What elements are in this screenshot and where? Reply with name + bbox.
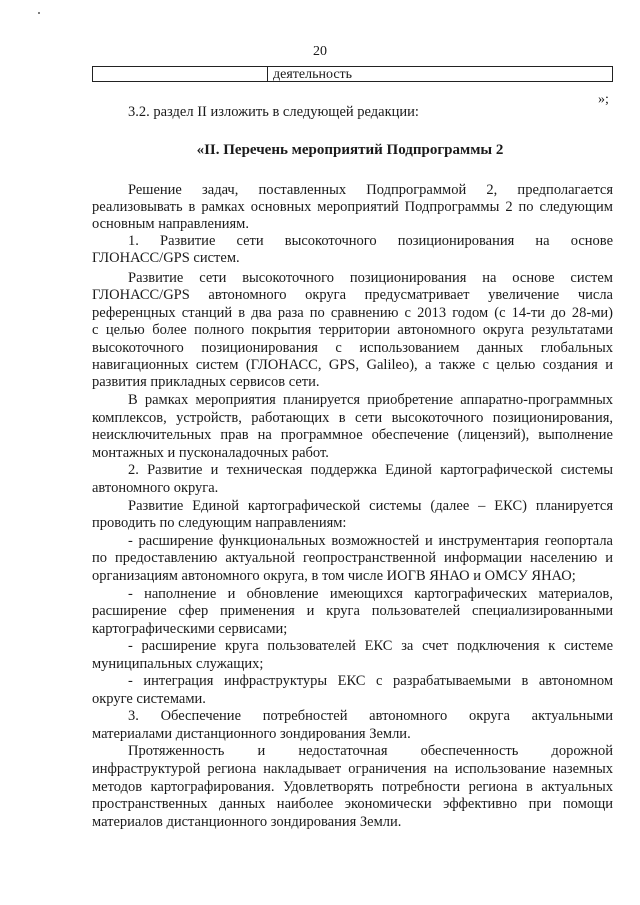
body-line: основным направлениям. [92, 216, 249, 232]
body-line: - интеграция инфраструктуры ЕКС с разрабатываемыми в автономном [128, 673, 613, 689]
body-line: расширение сфер применения и круга пользователей специализированными [92, 603, 613, 619]
body-line: референцных станций в два раза по сравнению с 2013 годом (с 14-ти до 28-ми) [92, 305, 613, 321]
body-line: Развитие сети высокоточного позиционирования на основе систем [128, 270, 613, 286]
body-line: муниципальных служащих; [92, 656, 264, 672]
body-line: 3. Обеспечение потребностей автономного округа актуальными [128, 708, 613, 724]
body-line: неисключительных прав на программное обеспечение (лицензий), выполнение [92, 427, 613, 443]
body-line: навигационных систем (ГЛОНАСС, GPS, Galileo), а также с целью создания и [92, 357, 613, 373]
body-line: 1. Развитие сети высокоточного позиционирования на основе [128, 233, 613, 249]
body-line: высокоточного позиционирования с использованием данных глобальных [92, 340, 613, 356]
closing-quote: »; [598, 92, 609, 107]
body-line: картографическими сервисами; [92, 621, 288, 637]
body-line: - расширение круга пользователей ЕКС за счет подключения к системе [128, 638, 613, 654]
body-line: Развитие Единой картографической системы (далее – ЕКС) планируется [128, 498, 613, 514]
body-line: комплексов, устройств, работающих в сети высокоточного позиционирования, [92, 410, 613, 426]
body-line: материалами дистанционного зондирования Земли. [92, 726, 411, 742]
body-line: ГЛОНАСС/GPS автономного округа предусматривает увеличение числа [92, 287, 613, 303]
body-line: округе системами. [92, 691, 206, 707]
body-line: развития прикладных сервисов сети. [92, 374, 320, 390]
body-line: Решение задач, поставленных Подпрограммой 2, предполагается [128, 182, 613, 198]
body-line: методов картографирования. Удовлетворять потребности региона в актуальных [92, 779, 613, 795]
body-line: монтажных и пусконаладочных работ. [92, 445, 329, 461]
section-heading: «II. Перечень мероприятий Подпрограммы 2 [196, 142, 504, 158]
body-line: пространственных данных наиболее экономически эффективно при помощи [92, 796, 613, 812]
body-line: реализовывать в рамках основных мероприятий Подпрограммы 2 по следующим [92, 199, 613, 215]
page-number: 20 [313, 44, 327, 59]
top-table-row [92, 66, 613, 82]
table-cell-text: деятельность [273, 67, 353, 82]
table-divider [267, 67, 268, 81]
body-line: ГЛОНАСС/GPS систем. [92, 250, 240, 266]
body-line: инфраструктурой региона накладывает ограничения на использование наземных [92, 761, 613, 777]
body-line: - наполнение и обновление имеющихся картографических материалов, [128, 586, 613, 602]
section-intro: 3.2. раздел II изложить в следующей редакции: [128, 104, 419, 120]
body-line: с целью более полного покрытия территории автономного округа результатами [92, 322, 613, 338]
body-line: 2. Развитие и техническая поддержка Единой картографической системы [128, 462, 613, 478]
body-line: Протяженность и недостаточная обеспеченность дорожной [128, 743, 613, 759]
body-line: по предоставлению актуальной геопространственной информации населению и [92, 550, 613, 566]
body-line: В рамках мероприятия планируется приобретение аппаратно-программных [128, 392, 613, 408]
body-line: организациям автономного округа, в том числе ИОГВ ЯНАО и ОМСУ ЯНАО; [92, 568, 576, 584]
body-line: - расширение функциональных возможностей и инструментария геопортала [128, 533, 613, 549]
body-line: автономного округа. [92, 480, 219, 496]
scan-speck [38, 12, 40, 14]
body-line: проводить по следующим направлениям: [92, 515, 347, 531]
body-line: материалов дистанционного зондирования Земли. [92, 814, 402, 830]
